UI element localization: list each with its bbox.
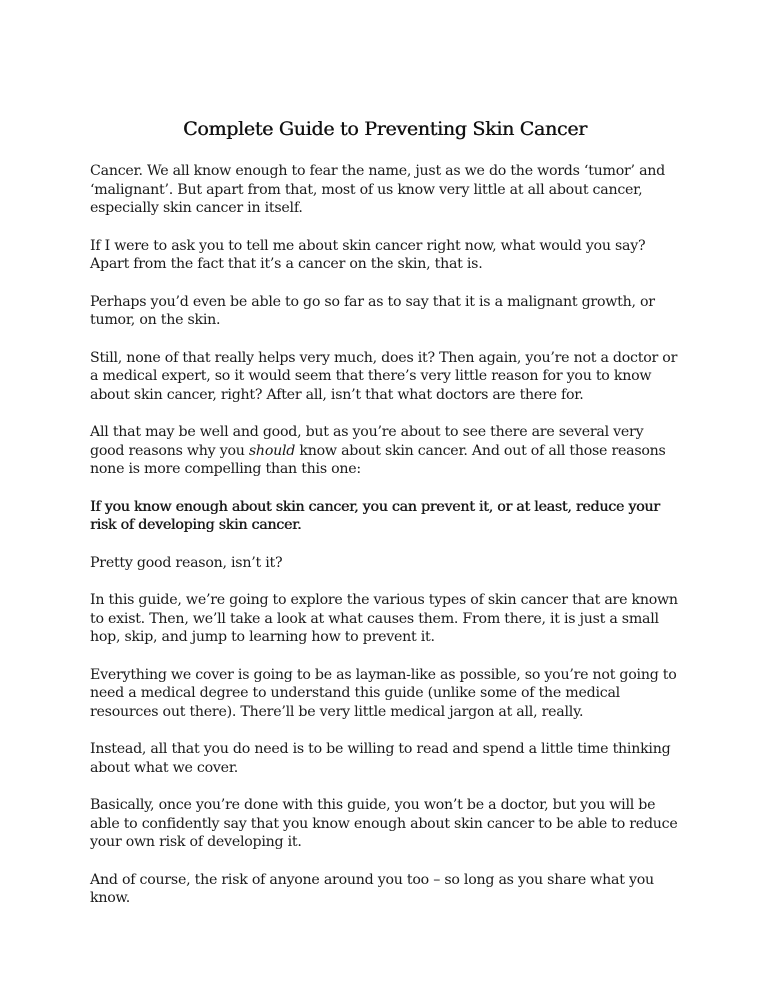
paragraph-intro: Cancer. We all know enough to fear the name, just as we do the words ‘tumor’ and ‘malignant’. But apart from that, most of us know very little at all about cancer, especially skin cancer in itself.: [90, 163, 666, 216]
paragraph-willing: Instead, all that you do need is to be willing to read and spend a little time thinking about what we cover.: [90, 741, 671, 776]
paragraph-outcome: Basically, once you’re done with this guide, you won’t be a doctor, but you will be able to confidently say that you know enough about skin cancer to be able to reduce your own risk of developing it.: [90, 797, 678, 850]
paragraph-not-a-doctor: Still, none of that really helps very much, does it? Then again, you’re not a doctor or a medical expert, so it would seem that there’s very little reason for you to know about skin cancer, right? After all, isn’t that what doctors are there for.: [90, 349, 678, 403]
paragraph-share: And of course, the risk of anyone around you too – so long as you share what you know.: [90, 871, 654, 906]
paragraph-reasons: [90, 423, 680, 479]
paragraph-layman: Everything we cover is going to be as layman-like as possible, so you’re not going to need a medical degree to understand this guide (unlike some of the medical resources out there). There’ll be very little medical jargon at all, really.: [90, 666, 677, 720]
paragraph-good-reason: Pretty good reason, isn’t it?: [90, 554, 283, 571]
paragraph-reasons-start: All that may be well and good, but as you’re about to see there are several very good reasons why you: [90, 424, 644, 459]
paragraph-reasons-end: know about skin cancer. And out of all those reasons none is more compelling than this one:: [90, 442, 666, 477]
paragraph-reasons-emphasis: should: [248, 442, 296, 459]
paragraph-question: If I were to ask you to tell me about skin cancer right now, what would you say? Apart from the fact that it’s a cancer on the skin, that is.: [90, 237, 646, 272]
paragraph-definition: Perhaps you’d even be able to go so far as to say that it is a malignant growth, or tumor, on the skin.: [90, 293, 655, 328]
paragraph-key-point: If you know enough about skin cancer, you can prevent it, or at least, reduce your risk of developing skin cancer.: [90, 498, 660, 533]
paragraph-guide-overview: In this guide, we’re going to explore the various types of skin cancer that are known to exist. Then, we’ll take a look at what causes them. From there, it is just a small hop, skip, and jump to learning how to prevent it.: [90, 592, 678, 645]
document-body: [90, 118, 680, 927]
document-title: Complete Guide to Preventing Skin Cancer: [183, 118, 587, 140]
